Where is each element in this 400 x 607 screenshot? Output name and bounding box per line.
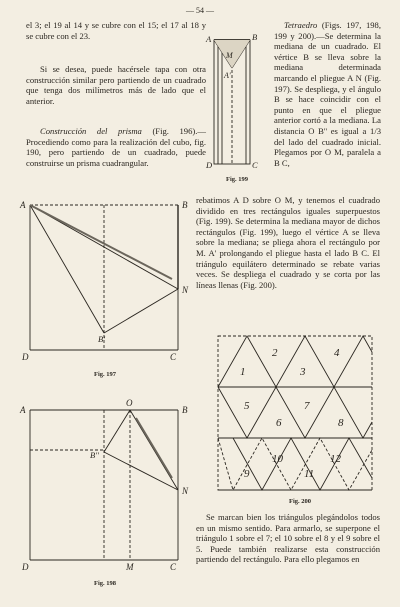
fig199-label-a: A (206, 34, 212, 44)
fig197-label-c: C (170, 352, 177, 362)
fig197-caption: Fig. 197 (93, 371, 117, 378)
fig199-label-b: B (252, 32, 258, 42)
fig198-shadow (136, 418, 172, 478)
fig200-zigzag-bottom (233, 438, 372, 490)
fig200-number-10: 10 (272, 453, 283, 465)
fig200-number-11: 11 (304, 468, 315, 480)
fig200-number-3: 3 (300, 366, 306, 378)
fig198-diagram (30, 410, 178, 560)
fig200-number-4: 4 (334, 347, 340, 359)
fig198-label-bpp: B'' (90, 450, 99, 460)
fig200-numbers (240, 347, 344, 480)
fig197-label-a: A (20, 200, 26, 210)
left-paragraph-1: el 3; el 19 al 14 y se cubre con el 15; el 17 al 18 y se cubre con el 23. (26, 20, 206, 41)
fig198-label-n: N (182, 486, 189, 496)
fig200-number-12: 12 (330, 453, 341, 465)
fig199-label-d: D (206, 160, 213, 170)
fig198-label-c: C (170, 562, 177, 572)
section-title-tetraedro: Tetraedro (284, 20, 318, 30)
section-title-prisma: Construcción del prisma (40, 126, 142, 136)
fig200-number-6: 6 (276, 417, 282, 429)
fig197-label-b: B (182, 200, 188, 210)
fig199-label-ap: A' (224, 71, 231, 80)
right-paragraph-1-wide: rebatimos A D sobre O M, y tenemos el cuadrado dividido en tres rectángulos iguales superpuestos (Fig. 199). Se determina la mediana mayor de dichos rectángulos (Fig. 199), luego el vértice A se lleva sobre la mediana; se pliega ahora el rectángulo por M. A' prolongando el pliegue hasta el lado B C. El triángulo equilátero determinado se rebate varias veces. Se despliega el cuadrado y se corta por las líneas llenas (Fig. 200). (196, 195, 380, 290)
fig200-caption: Fig. 200 (288, 498, 312, 505)
fig200-number-5: 5 (244, 400, 250, 412)
fig200-zigzag-middle (218, 387, 372, 438)
fig200-number-1: 1 (240, 366, 246, 378)
fig200-number-9: 9 (244, 468, 250, 480)
fig197-label-n: N (182, 285, 189, 295)
fig198-caption: Fig. 198 (93, 580, 117, 587)
page-number: — 54 — (186, 6, 214, 15)
fig200-diagram (218, 336, 372, 490)
fig199-label-c: C (252, 160, 258, 170)
fig198-label-o: O (126, 398, 133, 408)
fig197-label-bp: B' (98, 334, 106, 344)
fig198-fold-ob (104, 410, 130, 452)
fig198-label-a: A (20, 405, 26, 415)
fig198-label-m: M (126, 562, 134, 572)
fig200-number-2: 2 (272, 347, 278, 359)
fig199-label-m: M (226, 51, 233, 60)
section-body-prisma: (Fig. 196).— Procediendo como para la realización del cubo, fig. 190, pero partiendo de un cuadrado, puede construirse un prisma cuadrangular. (26, 126, 206, 168)
fig197-fold-bpn (104, 289, 178, 333)
fig198-label-b: B (182, 405, 188, 415)
section-body-tetraedro: (Figs. 197, 198, 199 y 200).—Se determina la mediana de un cuadrado. El vértice B se lleva sobre la mediana determinada marcando el pliegue A N (Fig. 197). Se despliega, y el ángulo B se hace coincidir con el punto en que el pliegue anterior cortó a la mediana. La distancia O B'' es igual a 1/3 del lado del cuadrado inicial. Plegamos por O M, paralela a B C, (274, 20, 381, 168)
fig197-diagram (30, 205, 178, 350)
fig199-caption: Fig. 199 (225, 176, 249, 183)
right-paragraph-2: Se marcan bien los triángulos plegándolos todos en un mismo sentido. Para armarlo, se superpone el triángulo 1 sobre el 7; el 10 sobre el 8 y el 9 sobre el 5. Puede también realizarse esta construcción partiendo del rectángulo. Para ello plegamos en (196, 512, 380, 565)
left-paragraph-2: Si se desea, puede hacérsele tapa con otra construcción similar pero partiendo de un cuadrado que tenga dos milímetros más de lado que el anterior. (26, 64, 206, 106)
fig197-label-d: D (22, 352, 29, 362)
fig200-zigzag-top (218, 336, 372, 387)
fig200-number-8: 8 (338, 417, 344, 429)
fig198-label-d: D (22, 562, 29, 572)
fig200-number-7: 7 (304, 400, 310, 412)
